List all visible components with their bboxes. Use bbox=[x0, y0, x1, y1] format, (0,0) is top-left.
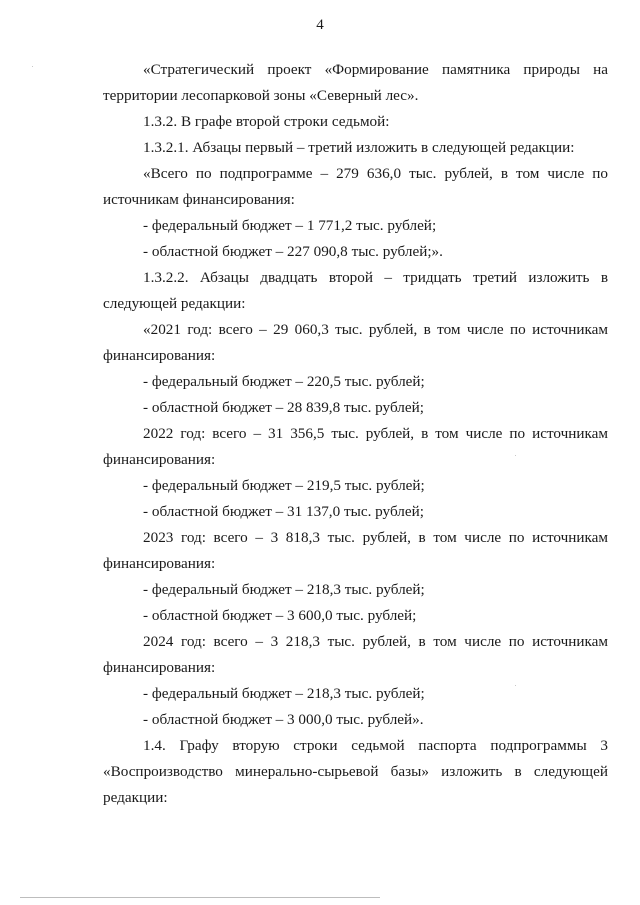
scan-speck bbox=[515, 685, 516, 686]
paragraph-2023-federal: - федеральный бюджет – 218,3 тыс. рублей; bbox=[143, 581, 425, 598]
paragraph-2022-total: 2022 год: всего – 31 356,5 тыс. рублей, в том числе по источникам финансирования: bbox=[103, 425, 608, 468]
paragraph-1-3-2: 1.3.2. В графе второй строки седьмой: bbox=[143, 113, 390, 130]
paragraph-1-3-2-1: 1.3.2.1. Абзацы первый – третий изложить в следующей редакции: bbox=[143, 139, 575, 156]
paragraph-2022-regional: - областной бюджет – 31 137,0 тыс. рублей; bbox=[143, 503, 424, 520]
paragraph-2021-regional: - областной бюджет – 28 839,8 тыс. рублей; bbox=[143, 399, 424, 416]
paragraph-1-3-2-2: 1.3.2.2. Абзацы двадцать второй – тридцать третий изложить в следующей редакции: bbox=[103, 269, 608, 312]
paragraph-total-subprogram: «Всего по подпрограмме – 279 636,0 тыс. рублей, в том числе по источникам финансирования: bbox=[103, 165, 608, 208]
document-body bbox=[103, 57, 608, 811]
paragraph-2023-regional: - областной бюджет – 3 600,0 тыс. рублей; bbox=[143, 607, 417, 624]
page-number: 4 bbox=[316, 17, 324, 33]
paragraph-2023-total: 2023 год: всего – 3 818,3 тыс. рублей, в том числе по источникам финансирования: bbox=[103, 529, 608, 572]
bottom-rule bbox=[20, 897, 380, 898]
scan-speck bbox=[32, 66, 33, 67]
paragraph-2021-federal: - федеральный бюджет – 220,5 тыс. рублей; bbox=[143, 373, 425, 390]
paragraph-2022-federal: - федеральный бюджет – 219,5 тыс. рублей; bbox=[143, 477, 425, 494]
paragraph-2024-total: 2024 год: всего – 3 218,3 тыс. рублей, в том числе по источникам финансирования: bbox=[103, 633, 608, 676]
paragraph-strategic-project: «Стратегический проект «Формирование памятника природы на территории лесопарковой зоны «Северный лес». bbox=[103, 61, 608, 104]
paragraph-2024-regional: - областной бюджет – 3 000,0 тыс. рублей». bbox=[143, 711, 424, 728]
paragraph-2021-total: «2021 год: всего – 29 060,3 тыс. рублей, в том числе по источникам финансирования: bbox=[103, 321, 608, 364]
paragraph-1-4: 1.4. Графу вторую строки седьмой паспорта подпрограммы 3 «Воспроизводство минерально-сырьевой базы» изложить в следующей редакции: bbox=[103, 737, 608, 806]
scan-speck bbox=[515, 455, 516, 456]
paragraph-regional-total: - областной бюджет – 227 090,8 тыс. рублей;». bbox=[143, 243, 443, 260]
paragraph-federal-total: - федеральный бюджет – 1 771,2 тыс. рублей; bbox=[143, 217, 437, 234]
paragraph-2024-federal: - федеральный бюджет – 218,3 тыс. рублей; bbox=[143, 685, 425, 702]
